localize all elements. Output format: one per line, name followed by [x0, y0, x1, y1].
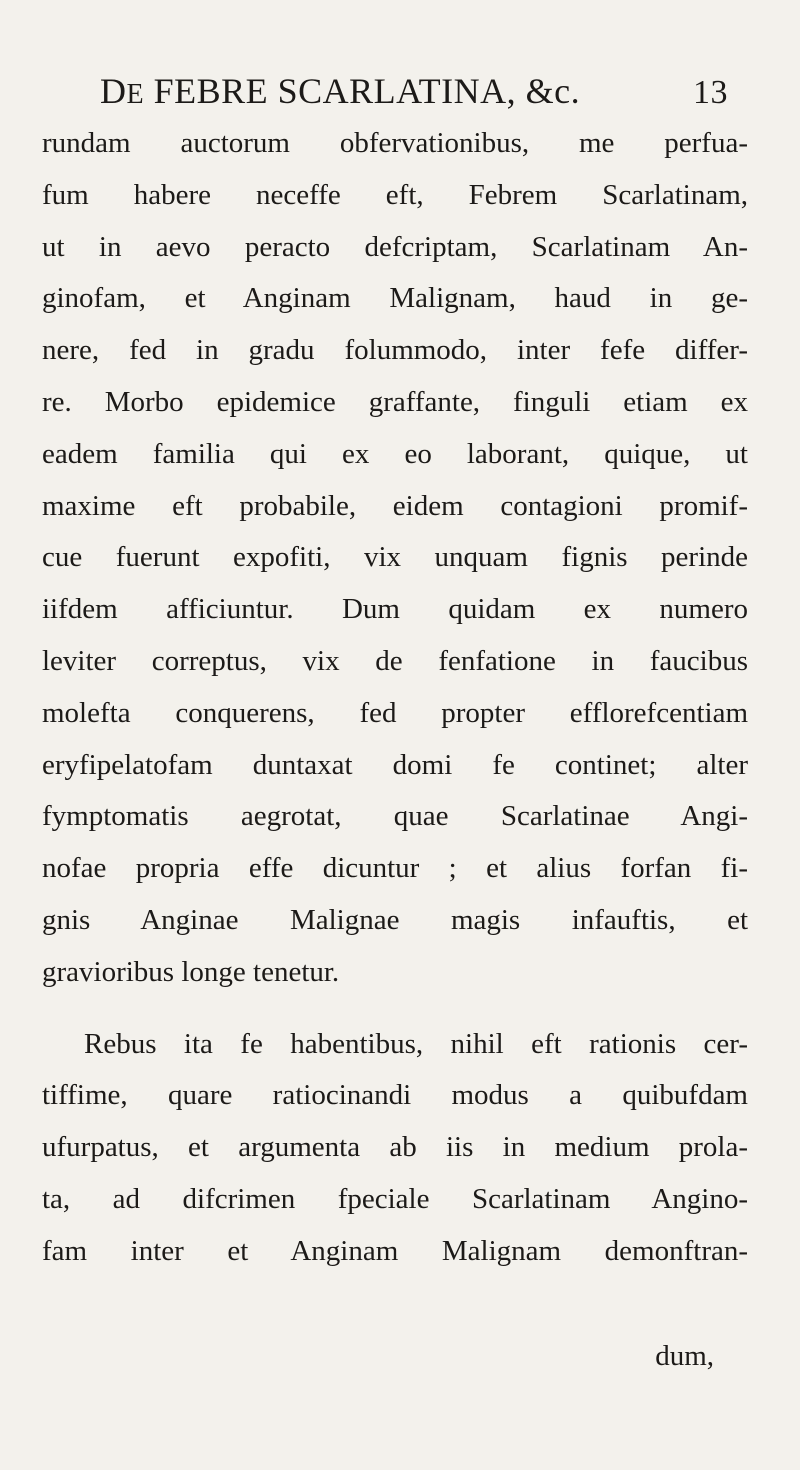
text-line: ut in aevo peracto defcriptam, Scarlatinam An-: [42, 230, 748, 263]
running-header: [100, 70, 740, 120]
text-line: eryfipelatofam duntaxat domi fe continet; alter: [42, 748, 748, 781]
text-line: rundam auctorum obfervationibus, me perfua-: [42, 127, 748, 159]
text-line: cue fuerunt expofiti, vix unquam fignis perinde: [42, 541, 748, 574]
catchword: dum,: [655, 1340, 714, 1372]
text-line: ufurpatus, et argumenta ab iis in medium prola-: [42, 1131, 748, 1164]
text-line: iifdem afficiuntur. Dum quidam ex numero: [42, 593, 748, 626]
running-title-initial: D: [100, 71, 127, 111]
text-line: gnis Anginae Malignae magis infauftis, et: [42, 903, 748, 936]
body-text: [42, 118, 748, 1278]
text-line: ginofam, et Anginam Malignam, haud in ge-: [42, 282, 748, 315]
running-title-smallcaps: E: [126, 79, 145, 110]
running-title-main: FEBRE SCARLATINA, &c.: [144, 71, 581, 111]
page-number: 13: [693, 74, 728, 111]
paragraph-spacer: [42, 999, 748, 1019]
text-line: nere, fed in gradu folummodo, inter fefe differ-: [42, 334, 748, 367]
text-line: Rebus ita fe habentibus, nihil eft rationis cer-: [84, 1027, 748, 1060]
text-line: gravioribus longe tenetur.: [42, 955, 340, 988]
text-line: leviter correptus, vix de fenfatione in faucibus: [42, 644, 748, 677]
running-title: [100, 70, 580, 112]
text-line: nofae propria effe dicuntur ; et alius forfan fi-: [42, 852, 748, 885]
text-line: fymptomatis aegrotat, quae Scarlatinae Angi-: [42, 800, 748, 833]
text-line: eadem familia qui ex eo laborant, quique, ut: [42, 437, 748, 470]
text-line: tiffime, quare ratiocinandi modus a quibufdam: [42, 1079, 748, 1112]
text-line: ta, ad difcrimen fpeciale Scarlatinam Angino-: [42, 1182, 748, 1215]
text-line: molefta conquerens, fed propter efflorefcentiam: [42, 696, 748, 729]
text-line: fam inter et Anginam Malignam demonftran-: [42, 1234, 748, 1267]
text-line: re. Morbo epidemice graffante, finguli etiam ex: [42, 385, 748, 418]
text-line: maxime eft probabile, eidem contagioni promif-: [42, 489, 748, 522]
paragraph-1: [42, 118, 748, 999]
text-line: fum habere neceffe eft, Febrem Scarlatinam,: [42, 178, 748, 211]
paragraph-2: [42, 1019, 748, 1278]
